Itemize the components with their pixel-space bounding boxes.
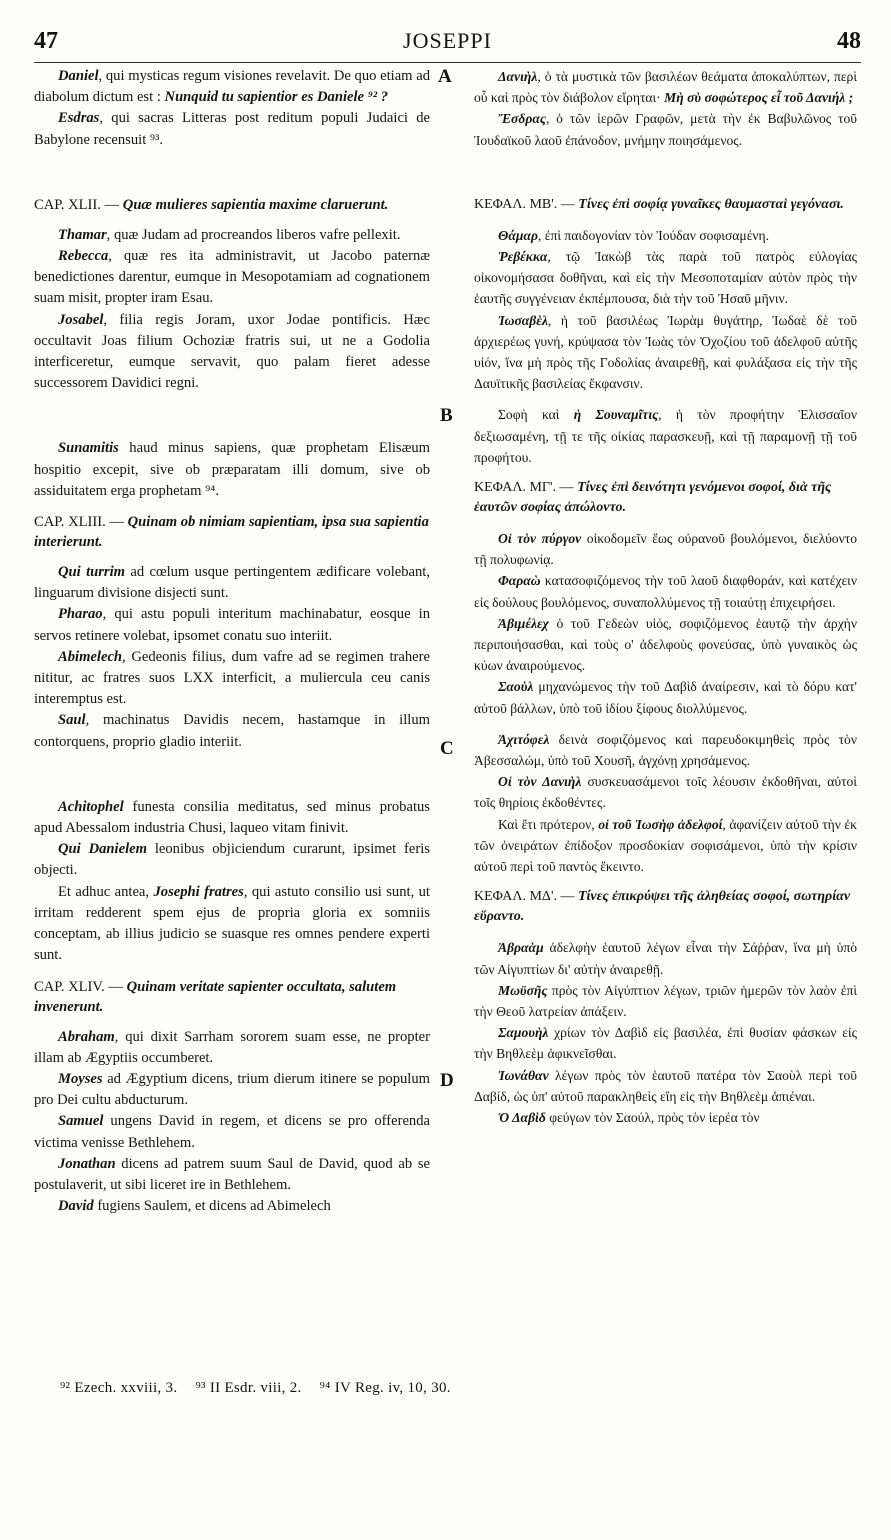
- entry-text: , qui sacras Litteras post reditum populi Judaici de Babylone recensuit ⁹³.: [34, 110, 430, 148]
- chapter-title: Quinam ob nimiam sapientiam, ipsa sua sapientia interierunt.: [34, 514, 429, 551]
- chapter-title: Τίνες ἐπὶ σοφίᾳ γυναῖκες θαυμασταὶ γεγόνασι.: [578, 196, 844, 212]
- entry-paragraph: [34, 1154, 430, 1196]
- entry-name: Sunamitis: [58, 440, 119, 457]
- entry-name: Daniel: [58, 68, 99, 84]
- spacer: [474, 518, 857, 528]
- entry-name: Θάμαρ: [498, 227, 538, 243]
- chapter-heading: [34, 512, 430, 552]
- entry-text: , filia regis Joram, uxor Jodae pontificis. Hæc occultavit Joas filium Ochoziæ fratris sui, ut ne a Godolia interficeretur, eumque servavit, quo palam fieret adesse successorem Davidici regni.: [34, 311, 430, 392]
- entry-paragraph: [34, 797, 430, 839]
- entry-text: ἀδελφὴν ἑαυτοῦ λέγων εἶναι τὴν Σάῤῥαν, ἵνα μὴ ὑπὸ τῶν Αἰγυπτίων δι' αὐτὴν ἀναιρεθῇ.: [474, 940, 857, 977]
- spacer: [34, 151, 430, 195]
- chapter-number: CAP. XLII. —: [34, 196, 123, 213]
- entry-italic: Josephi fratres: [153, 883, 244, 900]
- entry-text: , qui astu populi interitum machinabatur, eosque in servos retinere volebat, ipsomet conatu suo interiit.: [34, 606, 430, 644]
- entry-text: , Gedeonis filius, dum vafre ad se regimen trahere nititur, ac fratres suos LXX interficit, a muliercula ceu canis interemptus est.: [34, 648, 430, 708]
- entry-text-cont: , qui astuto consilio usi sunt, ut irritam redderent spem ejus de propria gloria ex somniis conceptam, ab illius judicio se suasque res omnes pendere experti sunt.: [34, 883, 430, 964]
- entry-name: Οἱ τὸν Δανιὴλ: [498, 774, 582, 790]
- entry-paragraph: [474, 1065, 857, 1107]
- header-rule: [34, 62, 861, 63]
- entry-name: Μωϋσῆς: [498, 982, 548, 998]
- entry-name: Abraham: [58, 1028, 115, 1045]
- entry-text: , τῷ Ἰακὼβ τὰς παρὰ τοῦ πατρὸς εὐλογίας οἰκονομήσασα δοθῆναι, καὶ εἰς τὴν Μεσοποταμίαν αὐτὸν πρὸς τὴν ἑαυτῆς συγγένειαν ἐκπέμπουσα, διὰ τὴν τοῦ Ἠσαῦ μῆνιν.: [474, 249, 857, 307]
- entry-text: μηχανώμενος τὴν τοῦ Δαβὶδ ἀναίρεσιν, καὶ τὸ δόρυ κατ' αὐτοῦ βάλλων, ὑπὸ τοῦ ἰδίου ξίφους διολλύμενος.: [474, 679, 857, 716]
- margin-marker-b: B: [440, 405, 453, 426]
- entry-paragraph: [34, 310, 430, 395]
- entry-paragraph: [474, 980, 857, 1022]
- entry-paragraph: [34, 225, 430, 246]
- entry-text: haud minus sapiens, quæ prophetam Elisæum hospitio excepit, sive ob præparatam illi domum, sive ob assiduitatem erga prophetam ⁹⁴.: [34, 440, 430, 499]
- entry-name: Σαμουὴλ: [498, 1025, 549, 1041]
- entry-text: Καὶ ἔτι πρότερον,: [498, 816, 599, 832]
- entry-name: Qui Danielem: [58, 841, 147, 858]
- chapter-heading: [34, 195, 430, 215]
- chapter-number: ΚΕΦΑΛ. ΜΒ'. —: [474, 196, 579, 212]
- spacer: [34, 1017, 430, 1027]
- entry-text: συσκευασάμενοι τοῖς λέουσιν ἐκδοθῆναι, αὐτοὶ τοῖς θηρίοις ἐκδοθέντες.: [474, 774, 857, 811]
- entry-text: ad cœlum usque pertingentem ædificare volebant, linguarum divisione disjecti sunt.: [34, 564, 431, 602]
- entry-paragraph: [474, 613, 857, 677]
- entry-name: Ὁ Δαβὶδ: [498, 1109, 546, 1125]
- entry-name: Pharao: [58, 606, 103, 623]
- entry-paragraph: [34, 1111, 430, 1153]
- entry-paragraph: [34, 108, 430, 150]
- margin-marker-d: D: [440, 1070, 454, 1091]
- entry-text: κατασοφιζόμενος τὴν τοῦ λαοῦ διαφθοράν, καὶ κατέχειν εἰς δούλους βουλόμενος, συναπολλύμενος τῇ τοιαύτῃ ἐπιχειρήσει.: [474, 573, 857, 610]
- entry-text: πρὸς τὸν Αἰγύπτιον λέγων, τριῶν ἡμερῶν τὸν λαὸν ἐπὶ τὴν Θεοῦ λατρείαν ἀπάξειν.: [474, 982, 857, 1019]
- spacer: [474, 719, 857, 729]
- footnote-92: ⁹² Ezech. xxviii, 3.: [60, 1380, 178, 1396]
- entry-name: Ἔσδρας: [498, 111, 546, 127]
- entry-name: Ἰωσαβὲλ: [498, 312, 548, 328]
- entry-paragraph: [34, 839, 430, 881]
- entry-paragraph: [474, 108, 857, 150]
- entry-name: Φαραὼ: [498, 573, 541, 589]
- margin-marker-a: A: [438, 66, 452, 87]
- entry-paragraph: [474, 570, 857, 612]
- spacer: [474, 877, 857, 887]
- entry-name: Σαοὺλ: [498, 679, 534, 695]
- chapter-heading: [474, 195, 857, 215]
- entry-text-cont: , ἡ τὸν προφήτην Ἐλισσαῖον δεξιωσαμένη, τῇ τε τῆς οἰκίας παρασκευῇ, καὶ τῇ παραμονῇ τῇ τοῦ προφήτου.: [474, 407, 857, 465]
- footnote-93: ⁹³ II Esdr. viii, 2.: [195, 1380, 302, 1396]
- chapter-title: Τίνες ἐπὶ δεινότητι γενόμενοι σοφοί, διὰ τῆς ἑαυτῶν σοφίας ἀπώλοντο.: [474, 480, 832, 516]
- entry-name: Rebecca: [58, 248, 109, 265]
- spacer: [34, 502, 430, 512]
- entry-paragraph: [474, 66, 857, 108]
- entry-text: , quæ Judam ad procreandos liberos vafre pellexit.: [106, 226, 401, 243]
- entry-text: , ἡ τοῦ βασιλέως Ἰωρὰμ θυγάτηρ, Ἰωδαὲ δὲ τοῦ ἀρχιερέως γυνή, κρύψασα τὸν Ἰωὰς τὸν Ὀχοζίου τοῦ ἀδελφοῦ αὐτῆς υἱόν, ἵνα μὴ πρὸς τῆς Γοδολίας ἀναιρεθῇ, καὶ φυλάξασα εἰς τὴν τῆς Δαυϊτικῆς βασιλείας ἔκφανσιν.: [474, 312, 857, 392]
- entry-text: φεύγων τὸν Σαούλ, πρὸς τὸν ἱερέα τὸν: [545, 1109, 760, 1125]
- entry-text: funesta consilia meditatus, sed minus probatus apud Abessalom industria Chusi, laqueo vitam finivit.: [34, 798, 430, 837]
- footnotes: [60, 1380, 465, 1397]
- greek-column: [474, 66, 857, 1128]
- entry-paragraph: [34, 710, 430, 752]
- entry-text: ὁ τοῦ Γεδεὼν υἱός, σοφιζόμενος ἑαυτῷ τὴν ἀρχὴν περιποιήσασθαι, καὶ τοὺς ο' ἀδελφοὺς φονεύσας, ὑπὸ γυναικὸς ὡς κύων ἀναιρούμενος.: [474, 615, 857, 674]
- entry-paragraph: [34, 1069, 430, 1111]
- entry-text: leonibus objiciendum curarunt, ipsimet feris objecti.: [34, 841, 430, 879]
- entry-text: δεινὰ σοφιζόμενος καὶ παρευδοκιμηθεὶς πρὸς τὸν Ἀβεσσαλώμ, ὑπὸ τοῦ Χουσῆ, ἀγχόνῃ χρησάμενος.: [474, 731, 857, 769]
- page-header: [34, 24, 861, 60]
- entry-text: , qui mysticas regum visiones revelavit. De quo etiam ad diabolum dictum est :: [34, 68, 430, 106]
- chapter-heading: [474, 887, 857, 927]
- spacer: [34, 753, 430, 797]
- entry-text: , quæ res ita administravit, ut Jacobo paternæ benedictiones darentur, eumque in Mesopotamiam ad cognationem suam misit, propter iram Esau.: [34, 248, 430, 307]
- entry-name: Ἀβιμέλεχ: [498, 615, 549, 631]
- spacer: [474, 215, 857, 225]
- spacer: [34, 394, 430, 438]
- entry-name: Ἀβραὰμ: [498, 940, 544, 956]
- spacer: [474, 468, 857, 478]
- entry-text: , ὁ τὰ μυστικὰ τῶν βασιλέων θεάματα ἀποκαλύπτων, περὶ οὗ καὶ πρὸς τὸν διάβολον εἴρηται·: [474, 69, 857, 106]
- entry-paragraph: [34, 246, 430, 310]
- entry-text: dicens ad patrem suum Saul de David, quod ab se postulaverit, ut sibi liceret ire in Bethlehem.: [34, 1155, 430, 1193]
- chapter-number: ΚΕΦΑΛ. ΜΔ'. —: [474, 889, 578, 905]
- entry-paragraph: [34, 647, 430, 711]
- entry-paragraph: [474, 528, 857, 570]
- entry-paragraph: [474, 310, 857, 395]
- entry-name: Ἀχιτόφελ: [498, 731, 550, 747]
- entry-paragraph: [34, 66, 430, 108]
- chapter-number: ΚΕΦΑΛ. ΜΓ'. —: [474, 480, 578, 496]
- entry-name: Thamar: [58, 226, 107, 243]
- chapter-title: Quinam veritate sapienter occultata, salutem invenerunt.: [34, 978, 397, 1015]
- running-title: JOSEPPI: [403, 28, 492, 53]
- right-page-number: 48: [837, 28, 861, 54]
- entry-text: , machinatus Davidis necem, hastamque in illum contorquens, proprio gladio interiit.: [34, 712, 430, 750]
- spacer: [34, 967, 430, 977]
- chapter-number: CAP. XLIII. —: [34, 514, 128, 531]
- entry-name: Qui turrim: [58, 564, 126, 581]
- chapter-title: Τίνες ἐπικρύψει τῆς ἀληθείας σοφοί, σωτηρίαν εὕραντο.: [474, 889, 851, 925]
- entry-paragraph: [34, 562, 430, 604]
- entry-paragraph: [34, 438, 430, 502]
- entry-paragraph: [34, 1027, 430, 1069]
- entry-text: χρίων τὸν Δαβὶδ εἰς βασιλέα, ἐπὶ θυσίαν φάσκων εἰς τὴν Βηθλεὲμ ἀφικνεῖσθαι.: [474, 1025, 857, 1062]
- spacer: [34, 552, 430, 562]
- footnote-94: ⁹⁴ IV Reg. iv, 10, 30.: [319, 1380, 451, 1396]
- entry-name: David: [58, 1198, 94, 1215]
- entry-name: Δανιὴλ: [498, 69, 538, 84]
- entry-paragraph: [474, 1022, 857, 1064]
- entry-text: , ὁ τῶν ἱερῶν Γραφῶν, μετὰ τὴν ἐκ Βαβυλῶνος τοῦ Ἰουδαϊκοῦ λαοῦ ἐπάνοδον, μνήμην ποιησάμενος.: [474, 111, 857, 148]
- chapter-number: CAP. XLIV. —: [34, 978, 127, 995]
- entry-text: Et adhuc antea,: [58, 883, 154, 900]
- entry-name: Achitophel: [58, 798, 124, 815]
- entry-text: , ἐπὶ παιδογονίαν τὸν Ἰούδαν σοφισαμένη.: [537, 227, 770, 243]
- entry-text: λέγων πρὸς τὸν ἑαυτοῦ πατέρα τὸν Σαοὺλ περὶ τοῦ Δαβίδ, ὡς ὑπ' αὐτοῦ παρακληθεὶς εἴη εἰς τὴν Βηθλεὲμ ἀπιέναι.: [474, 1067, 857, 1104]
- entry-name: Jonathan: [58, 1155, 116, 1172]
- entry-name: Moyses: [58, 1070, 103, 1087]
- latin-column: [34, 66, 430, 1217]
- entry-text: οἰκοδομεῖν ἕως οὐρανοῦ βουλόμενοι, διελύοντο τῇ πολυφωνίᾳ.: [474, 531, 857, 568]
- entry-paragraph: [34, 604, 430, 646]
- entry-paragraph: [474, 246, 857, 310]
- entry-name: Josabel: [58, 311, 104, 328]
- entry-paragraph: [474, 404, 857, 468]
- spacer: [474, 927, 857, 937]
- entry-italic: Nunquid tu sapientior es Daniele ⁹² ?: [164, 89, 389, 106]
- entry-paragraph: [474, 225, 857, 246]
- entry-name: Ῥεβέκκα: [498, 249, 548, 265]
- chapter-heading: [474, 478, 857, 518]
- entry-italic: ἡ Σουναμῖτις: [573, 407, 659, 423]
- entry-paragraph: [474, 1107, 857, 1128]
- entry-name: Esdras: [58, 110, 100, 127]
- entry-paragraph: [34, 1196, 430, 1217]
- spacer: [474, 394, 857, 404]
- entry-paragraph: [474, 937, 857, 979]
- chapter-heading: [34, 977, 430, 1017]
- left-page-number: 47: [34, 28, 58, 54]
- entry-text: ungens David in regem, et dicens se pro offerenda victima venisse Bethlehem.: [34, 1113, 430, 1151]
- spacer: [474, 151, 857, 195]
- entry-text: fugiens Saulem, et dicens ad Abimelech: [93, 1198, 331, 1215]
- entry-name: Samuel: [58, 1113, 104, 1130]
- entry-text-cont: , ἀφανίζειν αὐτοῦ τὴν ἐκ τῶν ὀνειράτων ἐπίδοξον προσδοκίαν σοφισάμενοι, ὑπὸ τὴν κρίσιν αὐτοῦ περὶ τοῦ παντὸς ἔκειντο.: [474, 816, 857, 875]
- entry-italic: οἱ τοῦ Ἰωσὴφ ἀδελφοί: [598, 816, 723, 832]
- entry-text: ad Ægyptium dicens, trium dierum itinere se populum pro Dei cultu abducturum.: [34, 1070, 430, 1109]
- entry-paragraph: [474, 676, 857, 718]
- chapter-title: Quæ mulieres sapientia maxime claruerunt.: [122, 196, 389, 213]
- entry-name: Ἰωνάθαν: [498, 1067, 549, 1083]
- entry-name: Οἱ τὸν πύργον: [498, 531, 582, 547]
- entry-name: Saul: [58, 712, 86, 729]
- entry-name: Abimelech: [58, 648, 123, 665]
- entry-text: Σοφὴ καὶ: [498, 407, 574, 423]
- entry-paragraph: [474, 814, 857, 878]
- margin-marker-c: C: [440, 738, 454, 759]
- entry-italic: Μὴ σὺ σοφώτερος εἶ τοῦ Δανιήλ ;: [664, 90, 854, 106]
- entry-paragraph: [34, 882, 430, 967]
- entry-paragraph: [474, 771, 857, 813]
- spacer: [34, 215, 430, 225]
- entry-text: , qui dixit Sarrham sororem suam esse, ne propter illam ab Ægyptiis occumberet.: [34, 1028, 430, 1066]
- entry-paragraph: [474, 729, 857, 771]
